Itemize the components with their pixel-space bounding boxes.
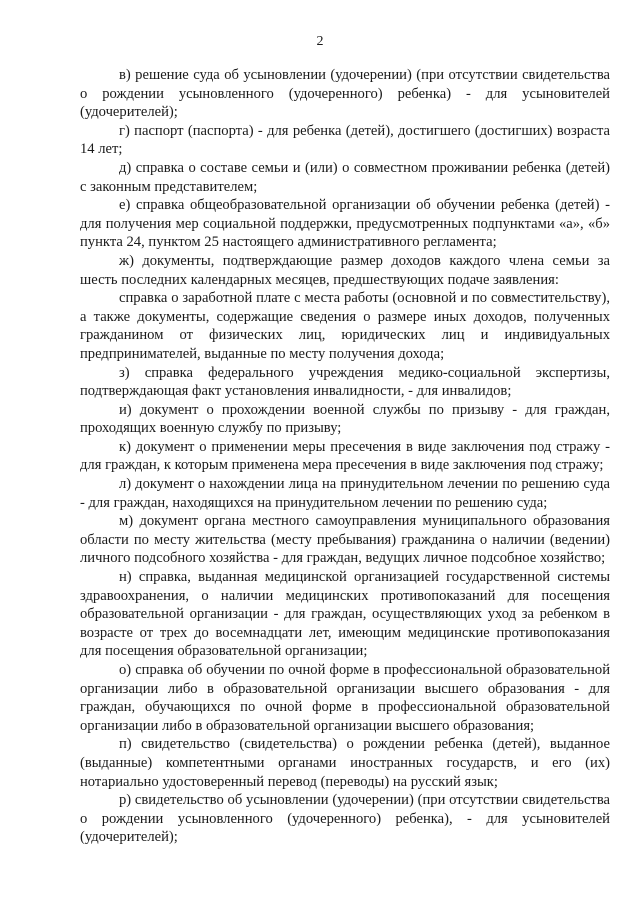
paragraph-v: в) решение суда об усыновлении (удочерении) (при отсутствии свидетельства о рождении усыновленного (удочеренного) ребенка) - для усыновителей (удочерителей); — [80, 67, 610, 121]
paragraph-o: о) справка об обучении по очной форме в профессиональной образовательной организации либо в образовательной организации высшего образования - для граждан, обучающихся по очной форме в профессиональной образовательной организации либо в образовательной организации высшего образования; — [80, 662, 610, 734]
paragraph-zh: ж) документы, подтверждающие размер доходов каждого члена семьи за шесть последних календарных месяцев, предшествующих подаче заявления: — [80, 252, 610, 288]
paragraph-salary-certificate: справка о заработной плате с места работы (основной и по совместительству), а также документы, содержащие сведения о размере иных доходов, полученных гражданином от физических лиц, юридических лиц и индивидуальных предпринимателей, выданные по месту получения дохода; — [80, 290, 610, 362]
paragraph-z: з) справка федерального учреждения медико-социальной экспертизы, подтверждающая факт установления инвалидности, - для инвалидов; — [80, 364, 610, 400]
paragraph-e: е) справка общеобразовательной организации об обучении ребенка (детей) - для получения мер социальной поддержки, предусмотренных подпунктами «а», «б» пункта 24, пунктом 25 настоящего административного регламента; — [80, 197, 610, 251]
paragraph-l: л) документ о нахождении лица на принудительном лечении по решению суда - для граждан, находящихся на принудительном лечении по решению суда; — [80, 476, 610, 511]
document-body — [80, 66, 610, 847]
paragraph-n: н) справка, выданная медицинской организацией государственной системы здравоохранения, о наличии медицинских противопоказаний для посещения образовательной организации - для граждан, осуществляющих уход за ребенком в возрасте от трех до восемнадцати лет, имеющим медицинские противопоказания для посещения образовательной организации; — [80, 569, 610, 660]
paragraph-d: д) справка о составе семьи и (или) о совместном проживании ребенка (детей) с законным представителем; — [80, 159, 610, 195]
paragraph-r: р) свидетельство об усыновлении (удочерении) (при отсутствии свидетельства о рождении усыновленного (удочеренного) ребенка), - для усыновителей (удочерителей); — [80, 792, 610, 846]
paragraph-p: п) свидетельство (свидетельства) о рождении ребенка (детей), выданное (выданные) компетентными органами иностранных государств, и его (их) нотариально удостоверенный перевод (переводы) на русский язык; — [80, 736, 610, 790]
paragraph-m: м) документ органа местного самоуправления муниципального образования области по месту жительства (месту пребывания) гражданина о наличии (ведении) личного подсобного хозяйства - для граждан, ведущих личное подсобное хозяйство; — [80, 513, 610, 567]
paragraph-g: г) паспорт (паспорта) - для ребенка (детей), достигшего (достигших) возраста 14 лет; — [80, 122, 610, 158]
paragraph-i: и) документ о прохождении военной службы по призыву - для граждан, проходящих военную службу по призыву; — [80, 401, 610, 437]
paragraph-k: к) документ о применении меры пресечения в виде заключения под стражу - для граждан, к которым применена мера пресечения в виде заключения под стражу; — [80, 438, 610, 474]
page-number: 2 — [316, 34, 324, 49]
